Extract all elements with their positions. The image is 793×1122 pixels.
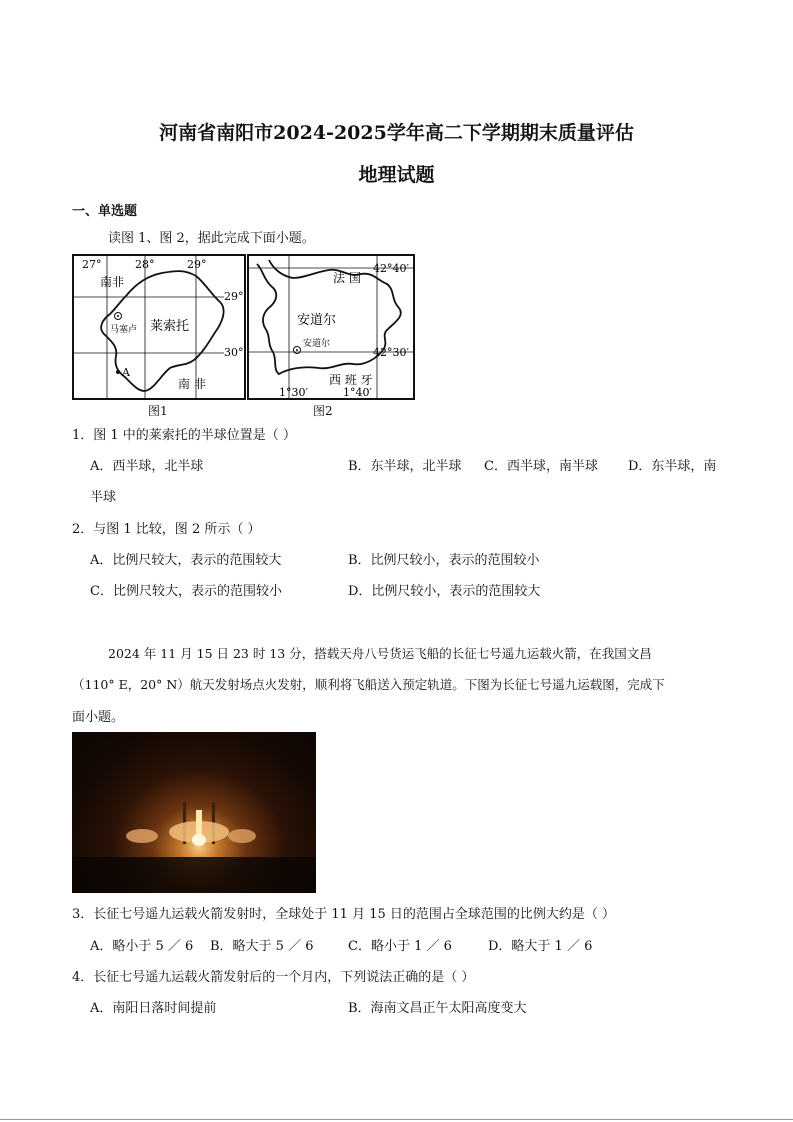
figure-2-caption: 图2 bbox=[313, 404, 333, 418]
question-1-option-d-cont: 半球 bbox=[90, 490, 117, 505]
france-label: 法 国 bbox=[333, 271, 361, 285]
andorra-label: 安道尔 bbox=[297, 313, 337, 328]
question-4-stem: 4．长征七号遥九运载火箭发射后的一个月内，下列说法正确的是（ ） bbox=[72, 970, 475, 985]
question-1-option-c: C．西半球，南半球 bbox=[484, 459, 598, 474]
south-africa-label-bottom: 南 非 bbox=[178, 377, 206, 391]
lon-label-1-30: 1°30′ bbox=[279, 386, 308, 398]
intro-text-2-line-3: 面小题。 bbox=[72, 710, 125, 725]
lat-label-42-40: 42°40′ bbox=[373, 262, 409, 275]
question-4-option-b: B．海南文昌正午太阳高度变大 bbox=[348, 1001, 527, 1016]
andorra-city-label: 安道尔 bbox=[303, 339, 331, 349]
question-1-option-a: A．西半球，北半球 bbox=[90, 459, 204, 474]
figure-1-caption: 图1 bbox=[148, 404, 168, 418]
question-3-option-a: A．略小于 5 ／ 6 bbox=[90, 939, 194, 954]
lat-label-29: 29° bbox=[224, 290, 244, 303]
lesotho-label: 莱索托 bbox=[150, 319, 190, 334]
figure-2-svg bbox=[249, 256, 413, 398]
question-1-stem: 1．图 1 中的莱索托的半球位置是（ ） bbox=[72, 428, 296, 443]
intro-text-1: 读图 1、图 2，据此完成下面小题。 bbox=[108, 231, 315, 246]
spain-label: 西 班 牙 bbox=[329, 373, 373, 387]
intro-text-2-line-1: 2024 年 11 月 15 日 23 时 13 分，搭载天舟八号货运飞船的长征七号遥九运载火箭，在我国文昌 bbox=[108, 646, 652, 661]
rocket-body bbox=[196, 810, 202, 836]
question-2-option-d: D．比例尺较小，表示的范围较大 bbox=[348, 584, 541, 599]
question-1-option-b: B．东半球，北半球 bbox=[348, 459, 462, 474]
lon-label-1-40: 1°40′ bbox=[343, 386, 372, 398]
question-3-option-d: D．略大于 1 ／ 6 bbox=[488, 939, 593, 954]
page-subtitle: 地理试题 bbox=[358, 164, 435, 186]
figure-1-map bbox=[72, 254, 246, 400]
section-heading: 一、单选题 bbox=[72, 204, 138, 219]
lon-label-28: 28° bbox=[135, 258, 155, 271]
maseru-label: 马塞卢 bbox=[110, 325, 138, 335]
page-bottom-divider bbox=[0, 1119, 793, 1120]
question-2-option-c: C．比例尺较大，表示的范围较小 bbox=[90, 584, 282, 599]
question-4-option-a: A．南阳日落时间提前 bbox=[90, 1001, 217, 1016]
rocket-launch-photo-svg bbox=[72, 732, 316, 893]
page-title: 河南省南阳市2024-2025学年高二下学期期末质量评估 bbox=[159, 122, 634, 144]
question-2-option-a: A．比例尺较大，表示的范围较大 bbox=[90, 553, 282, 568]
figure-1-svg bbox=[74, 256, 244, 398]
question-3-option-c: C．略小于 1 ／ 6 bbox=[348, 939, 452, 954]
south-africa-label-top: 南非 bbox=[100, 275, 125, 289]
question-3-option-b: B．略大于 5 ／ 6 bbox=[210, 939, 314, 954]
engine-flame bbox=[192, 834, 206, 846]
lon-label-27: 27° bbox=[82, 258, 102, 271]
question-2-option-b: B．比例尺较小，表示的范围较小 bbox=[348, 553, 540, 568]
intro-text-2-line-2: （110° E，20° N）航天发射场点火发射，顺利将飞船送入预定轨道。下图为长征七号遥九运载图，完成下 bbox=[72, 677, 665, 692]
lat-label-42-30: 42°30′ bbox=[373, 346, 409, 359]
lat-label-30: 30° bbox=[224, 346, 244, 359]
question-1-option-d: D．东半球，南 bbox=[628, 459, 717, 474]
point-a-label: A bbox=[122, 366, 130, 379]
point-a-marker bbox=[116, 370, 120, 374]
question-3-stem: 3．长征七号遥九运载火箭发射时，全球处于 11 月 15 日的范围占全球范围的比例大约是（ ） bbox=[72, 907, 616, 922]
question-2-stem: 2．与图 1 比较，图 2 所示（ ） bbox=[72, 522, 261, 537]
rocket-launch-photo bbox=[72, 732, 316, 893]
lon-label-29: 29° bbox=[187, 258, 207, 271]
figure-2-map bbox=[247, 254, 415, 400]
